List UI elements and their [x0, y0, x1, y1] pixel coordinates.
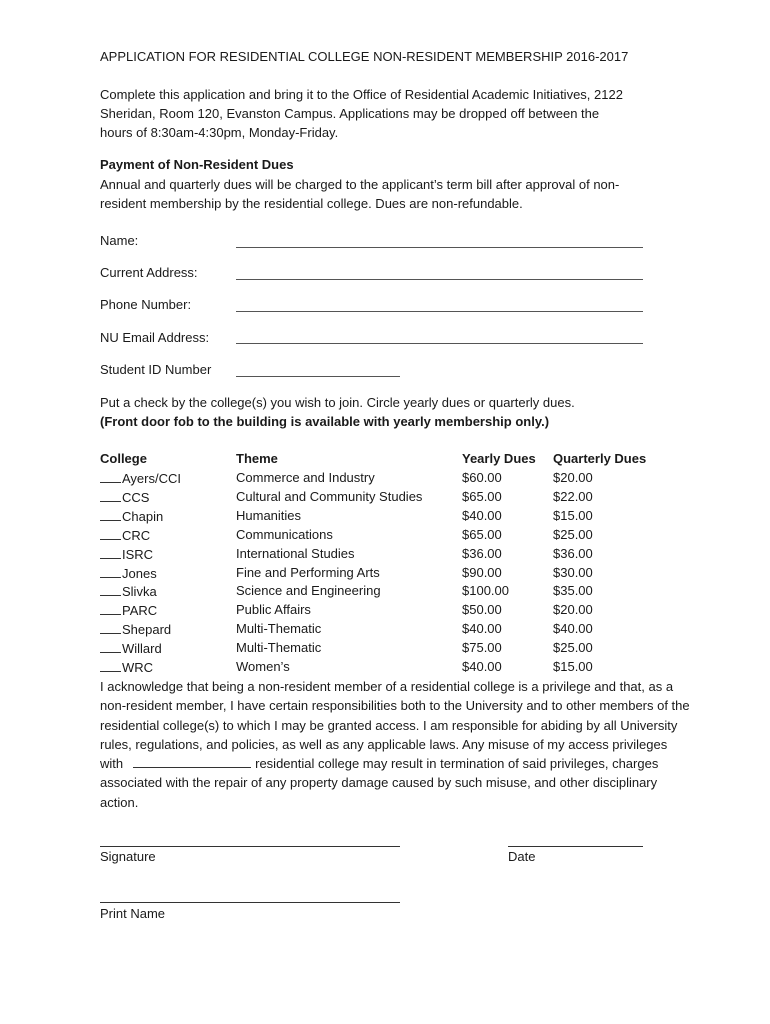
- college-cell: [100, 565, 157, 581]
- header-college: College: [100, 451, 147, 466]
- header-quarterly: Quarterly Dues: [553, 451, 647, 466]
- theme-cell: Communications: [236, 526, 333, 542]
- yearly-dues-cell[interactable]: $60.00: [462, 470, 502, 485]
- yearly-dues-cell[interactable]: $90.00: [462, 564, 502, 580]
- college-name: CCS: [122, 489, 150, 505]
- header-yearly: Yearly Dues: [462, 451, 536, 466]
- college-checkbox-blank[interactable]: [100, 602, 121, 615]
- college-checkbox-blank[interactable]: [100, 565, 121, 578]
- college-name: PARC: [122, 603, 158, 619]
- yearly-dues-cell[interactable]: $50.00: [462, 602, 502, 618]
- college-cell: [100, 546, 153, 562]
- table-row: [0, 602, 770, 621]
- college-cell: [100, 602, 157, 618]
- payment-heading: Payment of Non-Resident Dues: [100, 157, 294, 172]
- yearly-dues-cell[interactable]: $36.00: [462, 545, 502, 561]
- college-cell: [100, 527, 150, 543]
- quarterly-dues-cell[interactable]: $20.00: [553, 470, 593, 485]
- quarterly-dues-cell[interactable]: $22.00: [553, 488, 593, 504]
- theme-cell: Cultural and Community Studies: [236, 488, 423, 504]
- acknowledgement-text-end: residential college may result in termination of said privileges, charges associated with the repair of any property damage caused by such misuse, and other disciplinary action.: [100, 756, 659, 810]
- college-checkbox-blank[interactable]: [100, 508, 121, 521]
- yearly-dues-cell[interactable]: $100.00: [462, 583, 509, 599]
- email-field[interactable]: [236, 343, 643, 344]
- instructions-bold: (Front door fob to the building is available with yearly membership only.): [100, 414, 550, 429]
- college-checkbox-blank[interactable]: [100, 640, 121, 653]
- quarterly-dues-cell[interactable]: $40.00: [553, 621, 593, 637]
- college-cell: [100, 640, 162, 656]
- table-row: [0, 546, 770, 565]
- college-name: Slivka: [122, 584, 157, 600]
- yearly-dues-cell[interactable]: $40.00: [462, 621, 502, 637]
- college-cell: [100, 508, 163, 524]
- college-name: Jones: [122, 565, 157, 581]
- table-row: [0, 489, 770, 508]
- table-row: [0, 621, 770, 640]
- form-title: APPLICATION FOR RESIDENTIAL COLLEGE NON-RESIDENT MEMBERSHIP 2016-2017: [100, 49, 629, 64]
- college-checkbox-blank[interactable]: [100, 659, 121, 672]
- yearly-dues-cell[interactable]: $40.00: [462, 507, 502, 523]
- acknowledgement-text: I acknowledge that being a non-resident member of a residential college is a privilege and that, as a non-resident member, I have certain responsibilities both to the University and to other members of the residential college(s) to which I may be granted access. I am responsible for abiding by all University rules, regulations, and policies, as well as any applicable laws. Any misuse of my access privileges with: [100, 679, 690, 772]
- college-checkbox-blank[interactable]: [100, 546, 121, 559]
- address-field[interactable]: [236, 279, 643, 280]
- quarterly-dues-cell[interactable]: $15.00: [553, 507, 593, 523]
- yearly-dues-cell[interactable]: $75.00: [462, 640, 502, 656]
- signature-line[interactable]: [100, 846, 400, 847]
- college-name-blank[interactable]: [133, 755, 251, 768]
- signature-label: Signature: [100, 849, 156, 864]
- table-row: [0, 470, 770, 489]
- name-field[interactable]: [236, 247, 643, 248]
- theme-cell: Multi-Thematic: [236, 621, 322, 637]
- yearly-dues-cell[interactable]: $65.00: [462, 488, 502, 504]
- phone-label: Phone Number:: [100, 297, 192, 312]
- print-name-line[interactable]: [100, 902, 400, 903]
- college-cell: [100, 583, 157, 599]
- phone-field[interactable]: [236, 311, 643, 312]
- college-checkbox-blank[interactable]: [100, 621, 121, 634]
- college-cell: [100, 489, 149, 505]
- college-cell: [100, 621, 171, 637]
- date-line[interactable]: [508, 846, 643, 847]
- college-checkbox-blank[interactable]: [100, 527, 121, 540]
- college-name: WRC: [122, 660, 154, 675]
- acknowledgement-paragraph: [100, 677, 690, 812]
- theme-cell: Humanities: [236, 507, 302, 523]
- college-name: Willard: [122, 641, 162, 657]
- college-checkbox-blank[interactable]: [100, 489, 121, 502]
- intro-paragraph: Complete this application and bring it to the Office of Residential Academic Initiatives, 2122 Sheridan, Room 120, Evanston Campus. Applications may be dropped off between the hours of 8:30am-4:30pm, Monday-Friday.: [100, 87, 623, 140]
- theme-cell: Fine and Performing Arts: [236, 564, 380, 580]
- theme-cell: International Studies: [236, 545, 355, 561]
- theme-cell: Science and Engineering: [236, 583, 381, 599]
- theme-cell: Commerce and Industry: [236, 470, 375, 485]
- quarterly-dues-cell[interactable]: $15.00: [553, 659, 593, 674]
- date-label: Date: [508, 849, 536, 864]
- quarterly-dues-cell[interactable]: $20.00: [553, 602, 593, 618]
- quarterly-dues-cell[interactable]: $30.00: [553, 564, 593, 580]
- quarterly-dues-cell[interactable]: $35.00: [553, 583, 593, 599]
- theme-cell: Women’s: [236, 659, 290, 674]
- yearly-dues-cell[interactable]: $40.00: [462, 659, 502, 674]
- college-name: Chapin: [122, 508, 164, 524]
- student-id-label: Student ID Number: [100, 362, 212, 377]
- college-checkbox-blank[interactable]: [100, 583, 121, 596]
- table-row: [0, 583, 770, 602]
- table-row: [0, 508, 770, 527]
- college-name: ISRC: [122, 546, 154, 562]
- print-name-label: Print Name: [100, 906, 166, 921]
- table-row: [0, 659, 770, 678]
- header-theme: Theme: [236, 451, 278, 466]
- quarterly-dues-cell[interactable]: $25.00: [553, 640, 593, 656]
- instructions-text: Put a check by the college(s) you wish to join. Circle yearly dues or quarterly dues.: [100, 395, 575, 410]
- theme-cell: Public Affairs: [236, 602, 311, 618]
- college-checkbox-blank[interactable]: [100, 470, 121, 483]
- address-label: Current Address:: [100, 265, 198, 280]
- payment-paragraph: Annual and quarterly dues will be charged to the applicant’s term bill after approval of non- resident membership by the residential college. Dues are non-refundable.: [100, 177, 620, 211]
- table-row: [0, 565, 770, 584]
- college-name: Ayers/CCI: [122, 471, 181, 486]
- table-row: [0, 640, 770, 659]
- college-cell: [100, 470, 181, 486]
- college-name: CRC: [122, 527, 151, 543]
- college-cell: [100, 659, 153, 675]
- quarterly-dues-cell[interactable]: $36.00: [553, 545, 593, 561]
- email-label: NU Email Address:: [100, 330, 210, 345]
- name-label: Name:: [100, 233, 139, 248]
- instructions: [100, 393, 690, 431]
- quarterly-dues-cell[interactable]: $25.00: [553, 526, 593, 542]
- yearly-dues-cell[interactable]: $65.00: [462, 526, 502, 542]
- college-name: Shepard: [122, 622, 172, 638]
- theme-cell: Multi-Thematic: [236, 640, 322, 656]
- student-id-field[interactable]: [236, 376, 400, 377]
- table-row: [0, 527, 770, 546]
